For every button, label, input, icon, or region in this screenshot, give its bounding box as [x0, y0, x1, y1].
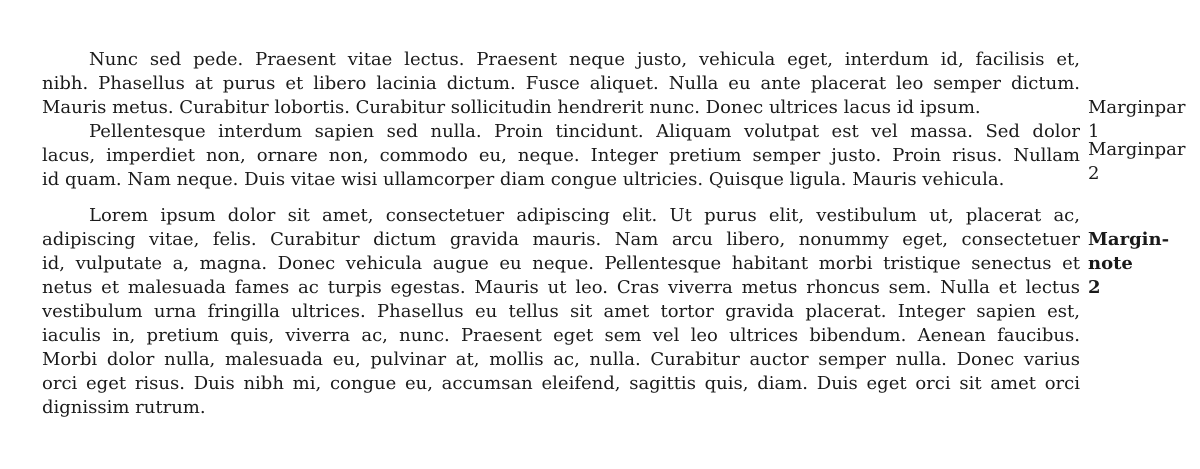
paragraph-3-line-3: id, vulputate a, magna. Donec vehicula augue eu neque. Pellentesque habitant morbi tristique senectus et — [42, 253, 1080, 274]
paragraph-3-line-5: vestibulum urna fringilla ultrices. Phasellus eu tellus sit amet tortor gravida placerat. Integer sapien est, — [42, 301, 1080, 322]
paragraph-2-line-2: lacus, imperdiet non, ornare non, commodo eu, neque. Integer pretium semper justo. Proin risus. Nullam — [42, 145, 1080, 166]
marginpar-2-number: 2 — [1088, 163, 1100, 184]
paragraph-2-line-1: Pellentesque interdum sapien sed nulla. Proin tincidunt. Aliquam volutpat est vel massa. Sed dolor — [89, 121, 1080, 142]
paragraph-3-line-7: Morbi dolor nulla, malesuada eu, pulvinar at, mollis ac, nulla. Curabitur auctor semper nulla. Donec varius — [42, 349, 1080, 370]
paragraph-3-line-6: iaculis in, pretium quis, viverra ac, nunc. Praesent eget sem vel leo ultrices bibendum. Aenean faucibus. — [42, 325, 1080, 346]
paragraph-1-line-1: Nunc sed pede. Praesent vitae lectus. Praesent neque justo, vehicula eget, interdum id, facilisis et, — [89, 49, 1080, 70]
paragraph-2-line-3: id quam. Nam neque. Duis vitae wisi ullamcorper diam congue ultricies. Quisque ligula. Mauris vehicula. — [42, 169, 1005, 190]
marginpar-2-word: Marginpar — [1088, 139, 1186, 160]
paragraph-3-line-2: adipiscing vitae, felis. Curabitur dictum gravida mauris. Nam arcu libero, nonummy eget, consectetuer — [42, 229, 1080, 250]
marginnote-number: 2 — [1088, 277, 1101, 298]
paragraph-1-line-2: nibh. Phasellus at purus et libero lacinia dictum. Fusce aliquet. Nulla eu ante placerat leo semper dictum. — [42, 73, 1080, 94]
marginpar-1-word: Marginpar — [1088, 97, 1186, 118]
marginpar-1-number: 1 — [1088, 121, 1100, 142]
paragraph-3-line-9: dignissim rutrum. — [42, 397, 206, 418]
paragraph-1-line-3: Mauris metus. Curabitur lobortis. Curabitur sollicitudin hendrerit nunc. Donec ultrices lacus id ipsum. — [42, 97, 981, 118]
marginnote-word-2: note — [1088, 253, 1133, 274]
marginnote-word-1: Margin- — [1088, 229, 1170, 250]
paragraph-3-line-4: netus et malesuada fames ac turpis egestas. Mauris ut leo. Cras viverra metus rhoncus sem. Nulla et lectus — [42, 277, 1080, 298]
paragraph-3-line-1: Lorem ipsum dolor sit amet, consectetuer adipiscing elit. Ut purus elit, vestibulum ut, placerat ac, — [89, 205, 1080, 226]
paragraph-3-line-8: orci eget risus. Duis nibh mi, congue eu, accumsan eleifend, sagittis quis, diam. Duis eget orci sit amet orci — [42, 373, 1080, 394]
